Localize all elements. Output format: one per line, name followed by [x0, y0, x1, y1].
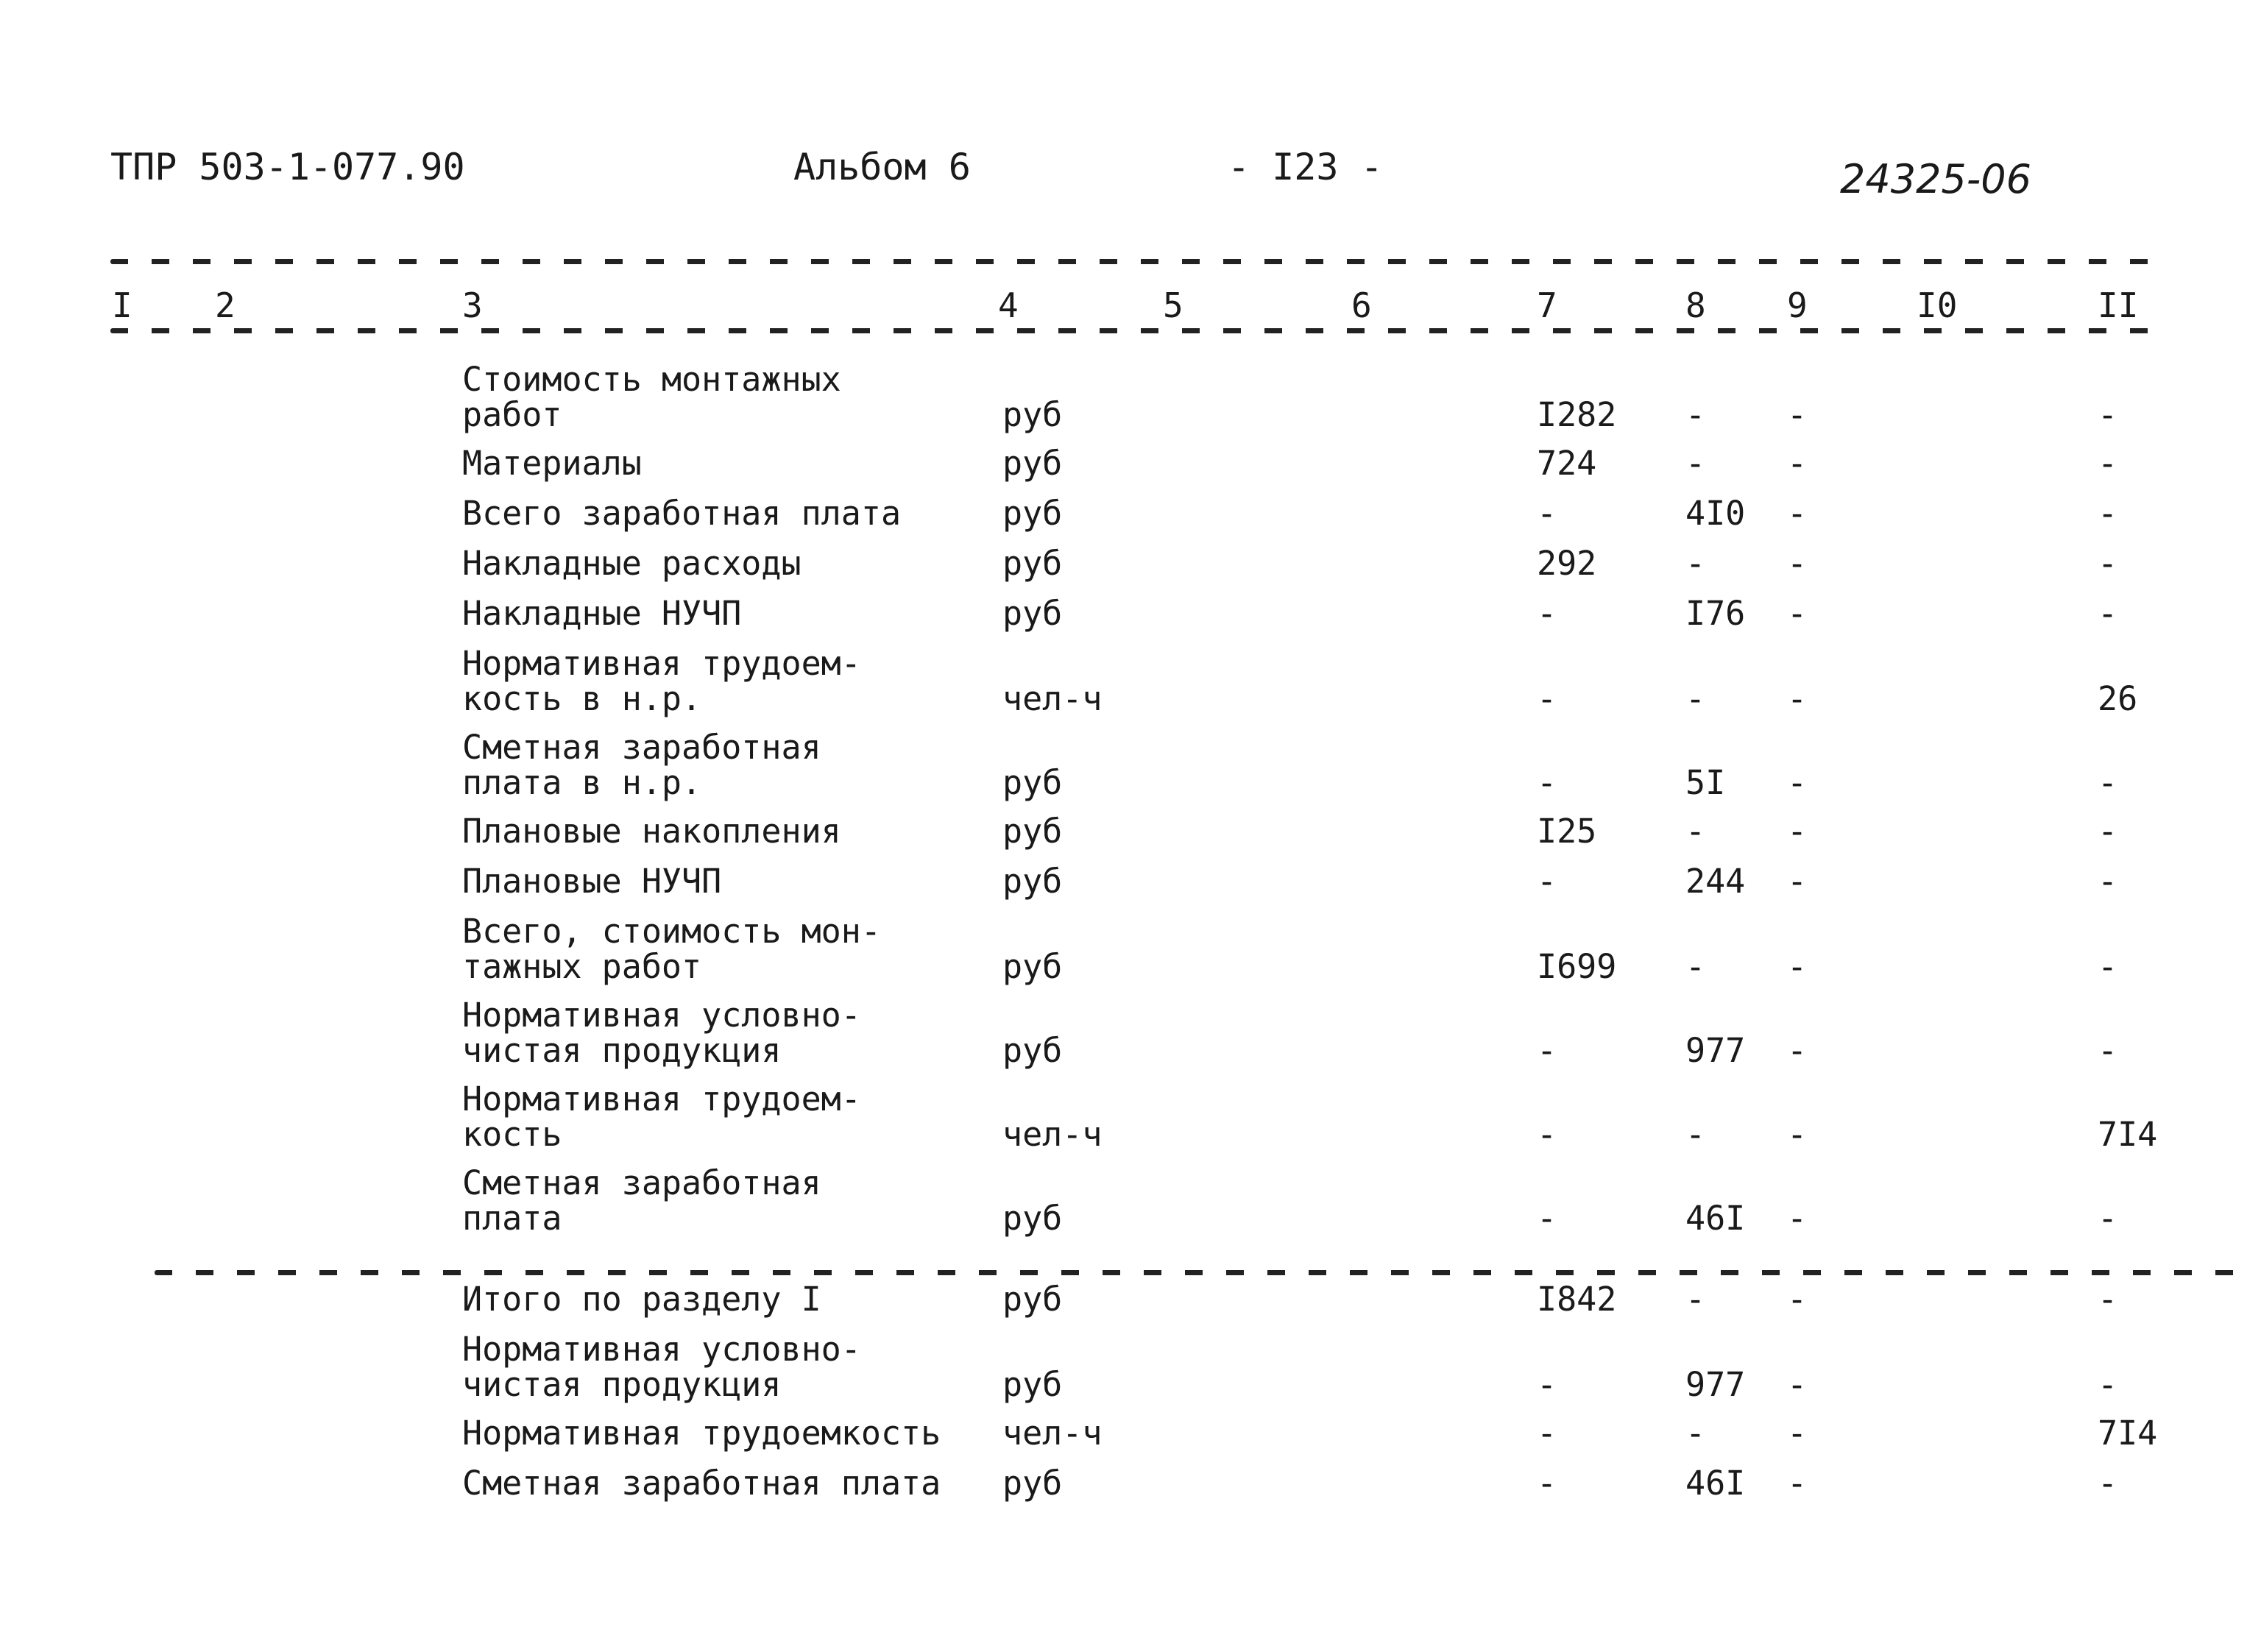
table-row — [0, 1332, 2261, 1403]
col-num-5: 5 — [1163, 286, 1183, 325]
table-row — [0, 1416, 2261, 1451]
album-label: Альбом 6 — [793, 146, 971, 188]
column-header-rule — [110, 328, 2156, 333]
col-num-10: I0 — [1917, 286, 1958, 325]
row-col9: - — [1787, 812, 1808, 851]
row-name: Сметная заработная плата — [462, 1163, 821, 1238]
row-col8: I76 — [1685, 594, 1746, 633]
row-col9: - — [1787, 1414, 1808, 1453]
row-unit: руб — [1002, 1199, 1063, 1238]
row-unit: руб — [1002, 395, 1063, 434]
row-name: Нормативная условно- чистая продукция — [462, 996, 861, 1070]
row-col8: - — [1685, 679, 1706, 718]
row-unit: чел-ч — [1002, 679, 1103, 718]
row-col7: - — [1537, 1414, 1557, 1453]
row-col7: I282 — [1537, 395, 1617, 434]
row-col7: - — [1537, 763, 1557, 802]
row-name: Сметная заработная плата в н.р. — [462, 728, 821, 802]
row-unit: чел-ч — [1002, 1414, 1103, 1453]
row-col8: 5I — [1685, 763, 1726, 802]
row-unit: чел-ч — [1002, 1115, 1103, 1154]
row-col9: - — [1787, 862, 1808, 901]
row-col7: - — [1537, 1115, 1557, 1154]
row-unit: руб — [1002, 812, 1063, 851]
row-col11: - — [2098, 763, 2118, 802]
row-col9: - — [1787, 395, 1808, 434]
row-col11: 7I4 — [2098, 1414, 2158, 1453]
table-row — [0, 914, 2261, 985]
row-unit: руб — [1002, 947, 1063, 986]
row-name: Материалы — [462, 444, 642, 483]
row-col8: - — [1685, 812, 1706, 851]
col-num-3: 3 — [462, 286, 483, 325]
row-col11: - — [2098, 1199, 2118, 1238]
row-col7: I699 — [1537, 947, 1617, 986]
table-row — [0, 446, 2261, 481]
row-col7: 292 — [1537, 544, 1597, 583]
row-col7: - — [1537, 862, 1557, 901]
row-name: Стоимость монтажных работ — [462, 360, 841, 434]
row-name: Плановые НУЧП — [462, 862, 722, 901]
row-col8: 46I — [1685, 1199, 1746, 1238]
row-col8: - — [1685, 947, 1706, 986]
row-col9: - — [1787, 1365, 1808, 1404]
row-col7: I842 — [1537, 1280, 1617, 1319]
row-unit: руб — [1002, 763, 1063, 802]
row-unit: руб — [1002, 1365, 1063, 1404]
col-num-11: II — [2098, 286, 2139, 325]
table-row — [0, 596, 2261, 631]
table-row — [0, 1466, 2261, 1501]
row-col11: - — [2098, 1365, 2118, 1404]
row-col9: - — [1787, 594, 1808, 633]
row-name: Всего заработная плата — [462, 494, 902, 533]
row-col11: - — [2098, 862, 2118, 901]
row-col7: - — [1537, 1199, 1557, 1238]
row-col8: - — [1685, 1115, 1706, 1154]
row-unit: руб — [1002, 444, 1063, 483]
row-col11: - — [2098, 812, 2118, 851]
row-col8: 977 — [1685, 1031, 1746, 1070]
col-num-8: 8 — [1685, 286, 1706, 325]
table-row — [0, 496, 2261, 531]
row-col7: - — [1537, 1031, 1557, 1070]
row-col7: I25 — [1537, 812, 1597, 851]
row-col7: 724 — [1537, 444, 1597, 483]
row-col8: - — [1685, 1280, 1706, 1319]
section-dashed-rule — [155, 1270, 2237, 1275]
row-name: Нормативная условно- чистая продукция — [462, 1330, 861, 1404]
top-dashed-rule — [110, 259, 2156, 264]
row-name: Нормативная трудоем- кость в н.р. — [462, 644, 861, 718]
row-name: Итого по разделу I — [462, 1280, 821, 1319]
row-unit: руб — [1002, 862, 1063, 901]
table-row — [0, 814, 2261, 849]
row-name: Накладные НУЧП — [462, 594, 742, 633]
row-col9: - — [1787, 1464, 1808, 1503]
table-row — [0, 646, 2261, 717]
row-col9: - — [1787, 1280, 1808, 1319]
row-col8: 4I0 — [1685, 494, 1746, 533]
row-col11: - — [2098, 1280, 2118, 1319]
row-col9: - — [1787, 679, 1808, 718]
table-row — [0, 362, 2261, 433]
col-num-7: 7 — [1537, 286, 1557, 325]
row-unit: руб — [1002, 544, 1063, 583]
row-col9: - — [1787, 763, 1808, 802]
row-col7: - — [1537, 1464, 1557, 1503]
row-col8: - — [1685, 444, 1706, 483]
col-num-9: 9 — [1787, 286, 1808, 325]
row-col8: - — [1685, 544, 1706, 583]
row-name: Сметная заработная плата — [462, 1464, 941, 1503]
table-row — [0, 1282, 2261, 1317]
row-unit: руб — [1002, 494, 1063, 533]
row-col11: - — [2098, 947, 2118, 986]
row-col11: - — [2098, 1031, 2118, 1070]
row-col9: - — [1787, 544, 1808, 583]
row-col8: - — [1685, 395, 1706, 434]
row-col7: - — [1537, 494, 1557, 533]
row-col11: - — [2098, 594, 2118, 633]
row-col9: - — [1787, 947, 1808, 986]
col-num-4: 4 — [998, 286, 1019, 325]
row-col11: - — [2098, 1464, 2118, 1503]
row-col8: 244 — [1685, 862, 1746, 901]
col-num-6: 6 — [1351, 286, 1372, 325]
row-name: Накладные расходы — [462, 544, 802, 583]
inventory-number: 24325-06 — [1840, 156, 2031, 202]
row-col9: - — [1787, 1031, 1808, 1070]
col-num-2: 2 — [215, 286, 236, 325]
row-col11: 26 — [2098, 679, 2138, 718]
table-row — [0, 864, 2261, 899]
table-row — [0, 1163, 2261, 1238]
row-col11: 7I4 — [2098, 1115, 2158, 1154]
row-name: Нормативная трудоем- кость — [462, 1080, 861, 1154]
row-col7: - — [1537, 679, 1557, 718]
row-col8: - — [1685, 1414, 1706, 1453]
page-number: - I23 - — [1228, 146, 1383, 188]
table-row — [0, 730, 2261, 801]
row-col11: - — [2098, 395, 2118, 434]
row-col9: - — [1787, 444, 1808, 483]
row-col7: - — [1537, 1365, 1557, 1404]
row-unit: руб — [1002, 594, 1063, 633]
row-col11: - — [2098, 494, 2118, 533]
row-col11: - — [2098, 544, 2118, 583]
row-col8: 46I — [1685, 1464, 1746, 1503]
document-code: ТПР 503-1-077.90 — [110, 146, 465, 188]
row-name: Плановые накопления — [462, 812, 841, 851]
table-row — [0, 1082, 2261, 1152]
row-col9: - — [1787, 494, 1808, 533]
row-col9: - — [1787, 1199, 1808, 1238]
row-col11: - — [2098, 444, 2118, 483]
row-unit: руб — [1002, 1464, 1063, 1503]
row-name: Нормативная трудоемкость — [462, 1414, 941, 1453]
table-row — [0, 998, 2261, 1068]
row-unit: руб — [1002, 1280, 1063, 1319]
row-name: Всего, стоимость мон- тажных работ — [462, 912, 881, 986]
row-col7: - — [1537, 594, 1557, 633]
col-num-1: I — [112, 286, 132, 325]
row-unit: руб — [1002, 1031, 1063, 1070]
row-col9: - — [1787, 1115, 1808, 1154]
table-row — [0, 546, 2261, 581]
row-col8: 977 — [1685, 1365, 1746, 1404]
